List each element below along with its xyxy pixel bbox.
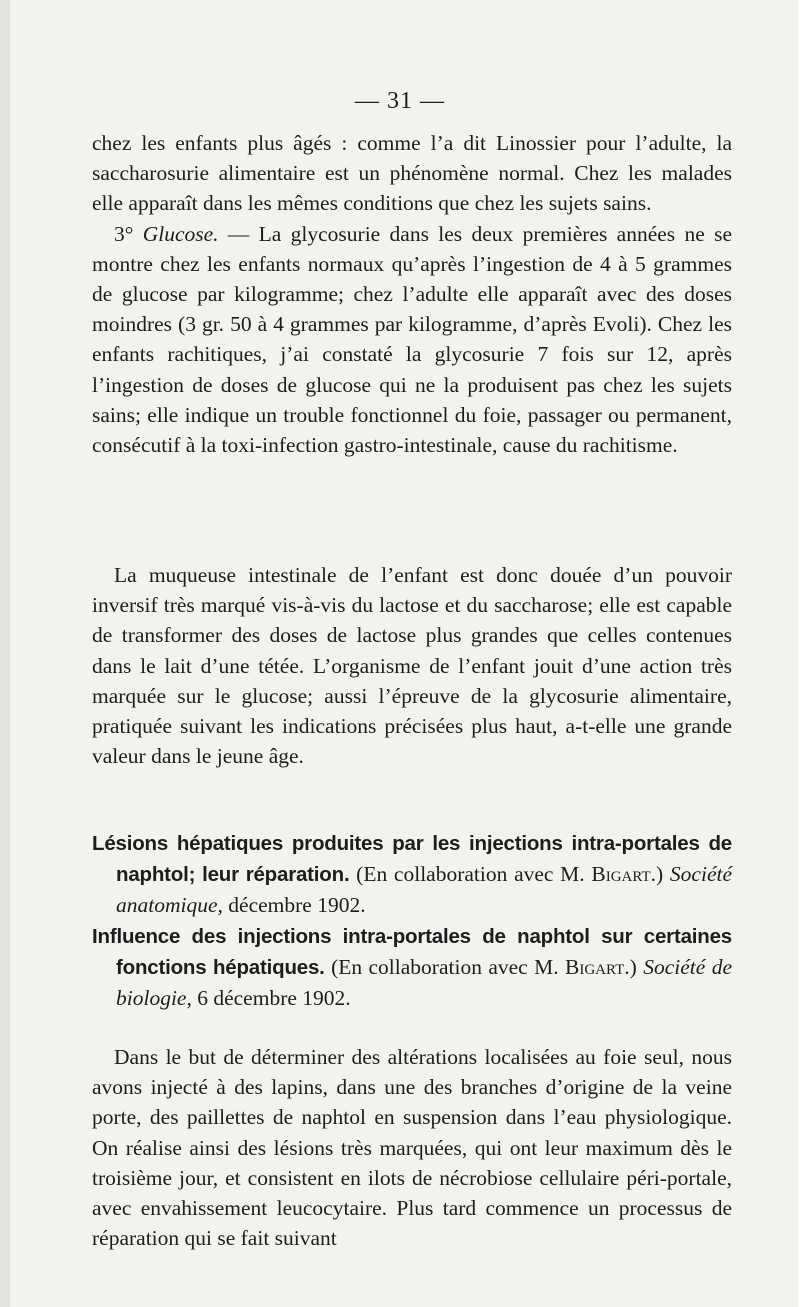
publication-coauthor: Bigart xyxy=(565,954,625,979)
page-gutter-shadow xyxy=(0,0,10,1307)
publication-collab-close: .) xyxy=(624,954,637,979)
publication-title: Lésions hépatiques produites par les injections intra-portales de naphtol; leur réparation. xyxy=(92,832,732,887)
paragraph-saccharosurie: chez les enfants plus âgés : comme l’a dit Linossier pour l’adulte, la saccharosurie alimentaire est un phénomène normal. Chez les malades elle apparaît dans les mêmes conditions que chez les sujets sains. xyxy=(92,131,732,216)
glucose-label: Glucose. xyxy=(142,221,219,246)
publication-entry-influence xyxy=(92,921,732,1014)
publication-collab: (En collaboration avec M. xyxy=(356,862,585,887)
publication-entry-lesions xyxy=(92,828,732,921)
publication-date: 6 décembre 1902. xyxy=(197,986,351,1011)
glucose-number: 3° xyxy=(114,221,134,246)
paragraph-naphtol-experiment: Dans le but de déterminer des altérations localisées au foie seul, nous avons injecté à des lapins, dans une des branches d’origine de la veine porte, des paillettes de naphtol en suspension dans l’eau physiologique. On réalise ainsi des lésions très marquées, qui ont leur maximum dès le troisième jour, et consistent en ilots de nécrobiose cellulaire péri-portale, avec envahissement leucocytaire. Plus tard commence un processus de réparation qui se fait suivant xyxy=(92,1045,732,1251)
publication-collab-close: .) xyxy=(650,862,664,887)
text-section-conclusion xyxy=(92,560,732,771)
text-section-bottom xyxy=(92,1042,732,1253)
publication-list xyxy=(92,828,732,1013)
paragraph-conclusion: La muqueuse intestinale de l’enfant est donc douée d’un pouvoir inversif très marqué vis-à-vis du lactose et du saccharose; elle est capable de transformer des doses de lactose plus grandes que celles contenues dans le lait d’une tétée. L’organisme de l’enfant jouit d’une action très marquée sur le glucose; aussi l’épreuve de la glycosurie alimentaire, pratiquée suivant les indications précisées plus haut, a-t-elle une grande valeur dans le jeune âge. xyxy=(92,563,732,769)
page-number: — 31 — xyxy=(355,88,445,114)
glucose-text: — La glycosurie dans les deux premières années ne se montre chez les enfants normaux qu’après l’ingestion de 4 à 5 grammes de glucose par kilogramme; chez l’adulte elle apparaît avec des doses moindres (3 gr. 50 à 4 grammes par kilogramme, d’après Evoli). Chez les enfants rachitiques, j’ai constaté la glycosurie 7 fois sur 12, après l’ingestion de doses de glucose qui ne la produisent pas chez les sujets sains; elle indique un trouble fonctionnel du foie, passager ou permanent, consécutif à la toxi-infection gastro-intestinale, cause du rachitisme. xyxy=(92,221,733,458)
publication-coauthor: Bigart xyxy=(591,862,651,887)
publication-journal: Société anatomique, xyxy=(116,862,732,918)
text-section-top xyxy=(92,128,732,460)
publication-collab: (En collaboration avec M. xyxy=(331,954,559,979)
publication-title: Influence des injections intra-portales de naphtol sur certaines fonctions hépatiques. xyxy=(92,924,732,979)
publication-journal: Société de biologie, xyxy=(116,954,733,1011)
paragraph-glucose xyxy=(92,219,732,461)
publication-date: décembre 1902. xyxy=(228,893,366,918)
